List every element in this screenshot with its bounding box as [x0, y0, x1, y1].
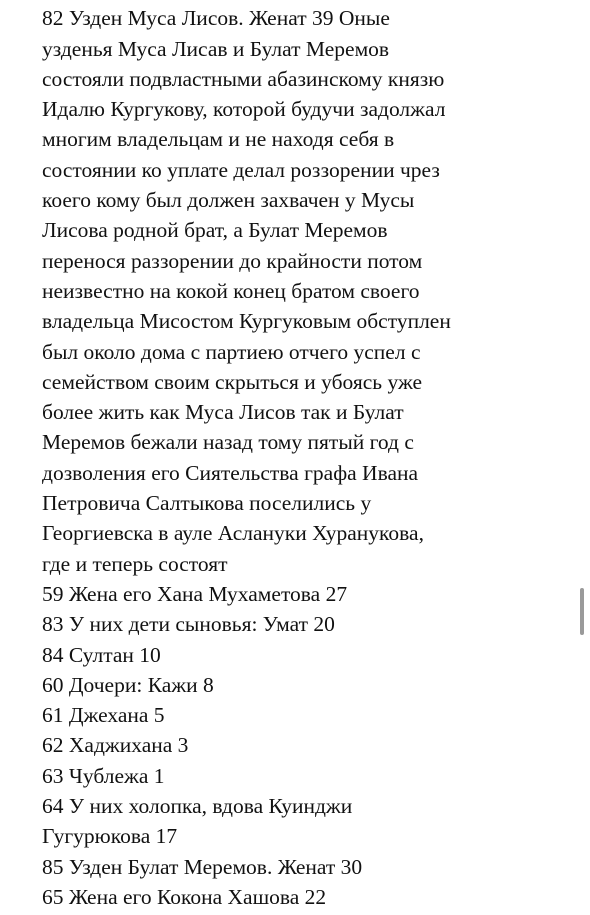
text-line: 65 Жена его Кокона Хашова 22 [42, 884, 327, 909]
text-line: владельца Мисостом Кургуковым обступлен [42, 309, 451, 334]
text-line: 64 У них холопка, вдова Куинджи [42, 794, 353, 819]
text-line: 63 Чублежа 1 [42, 763, 165, 788]
text-line: Георгиевска в ауле Аслануки Хуранукова, [42, 521, 424, 546]
text-line: 85 Узден Булат Меремов. Женат 30 [42, 854, 363, 879]
text-line: состоянии ко уплате делал роззорении чрез [42, 157, 440, 182]
text-line: 82 Узден Муса Лисов. Женат 39 Оные [42, 6, 390, 31]
text-line: где и теперь состоят [42, 551, 228, 576]
text-line: Лисова родной брат, а Булат Меремов [42, 218, 388, 243]
text-line: 62 Хаджихана 3 [42, 733, 189, 758]
text-line: перенося раззорении до крайности потом [42, 248, 423, 273]
text-line: был около дома с партиею отчего успел с [42, 339, 421, 364]
document-text [42, 0, 562, 912]
text-line: 84 Султан 10 [42, 642, 161, 667]
text-line: 60 Дочери: Кажи 8 [42, 672, 214, 697]
text-line: 61 Джехана 5 [42, 703, 165, 728]
text-line: состояли подвластными абазинскому князю [42, 66, 445, 91]
text-line: семейством своим скрыться и убоясь уже [42, 369, 423, 394]
text-line: 59 Жена его Хана Мухаметова 27 [42, 581, 348, 606]
text-line: многим владельцам и не находя себя в [42, 127, 395, 152]
text-line: Петровича Салтыкова поселились у [42, 491, 372, 516]
text-line: Меремов бежали назад тому пятый год с [42, 430, 414, 455]
text-line: узденья Муса Лисав и Булат Меремов [42, 36, 390, 61]
text-line: 83 У них дети сыновья: Умат 20 [42, 612, 335, 637]
text-line: более жить как Муса Лисов так и Булат [42, 400, 404, 425]
scrollbar-thumb[interactable] [580, 588, 584, 635]
text-line: коего кому был должен захвачен у Мусы [42, 188, 415, 213]
text-line: Идалю Кургукову, которой будучи задолжал [42, 97, 446, 122]
text-line: дозволения его Сиятельства графа Ивана [42, 460, 419, 485]
text-line: неизвестно на кокой конец братом своего [42, 278, 420, 303]
text-line: Гугурюкова 17 [42, 824, 178, 849]
